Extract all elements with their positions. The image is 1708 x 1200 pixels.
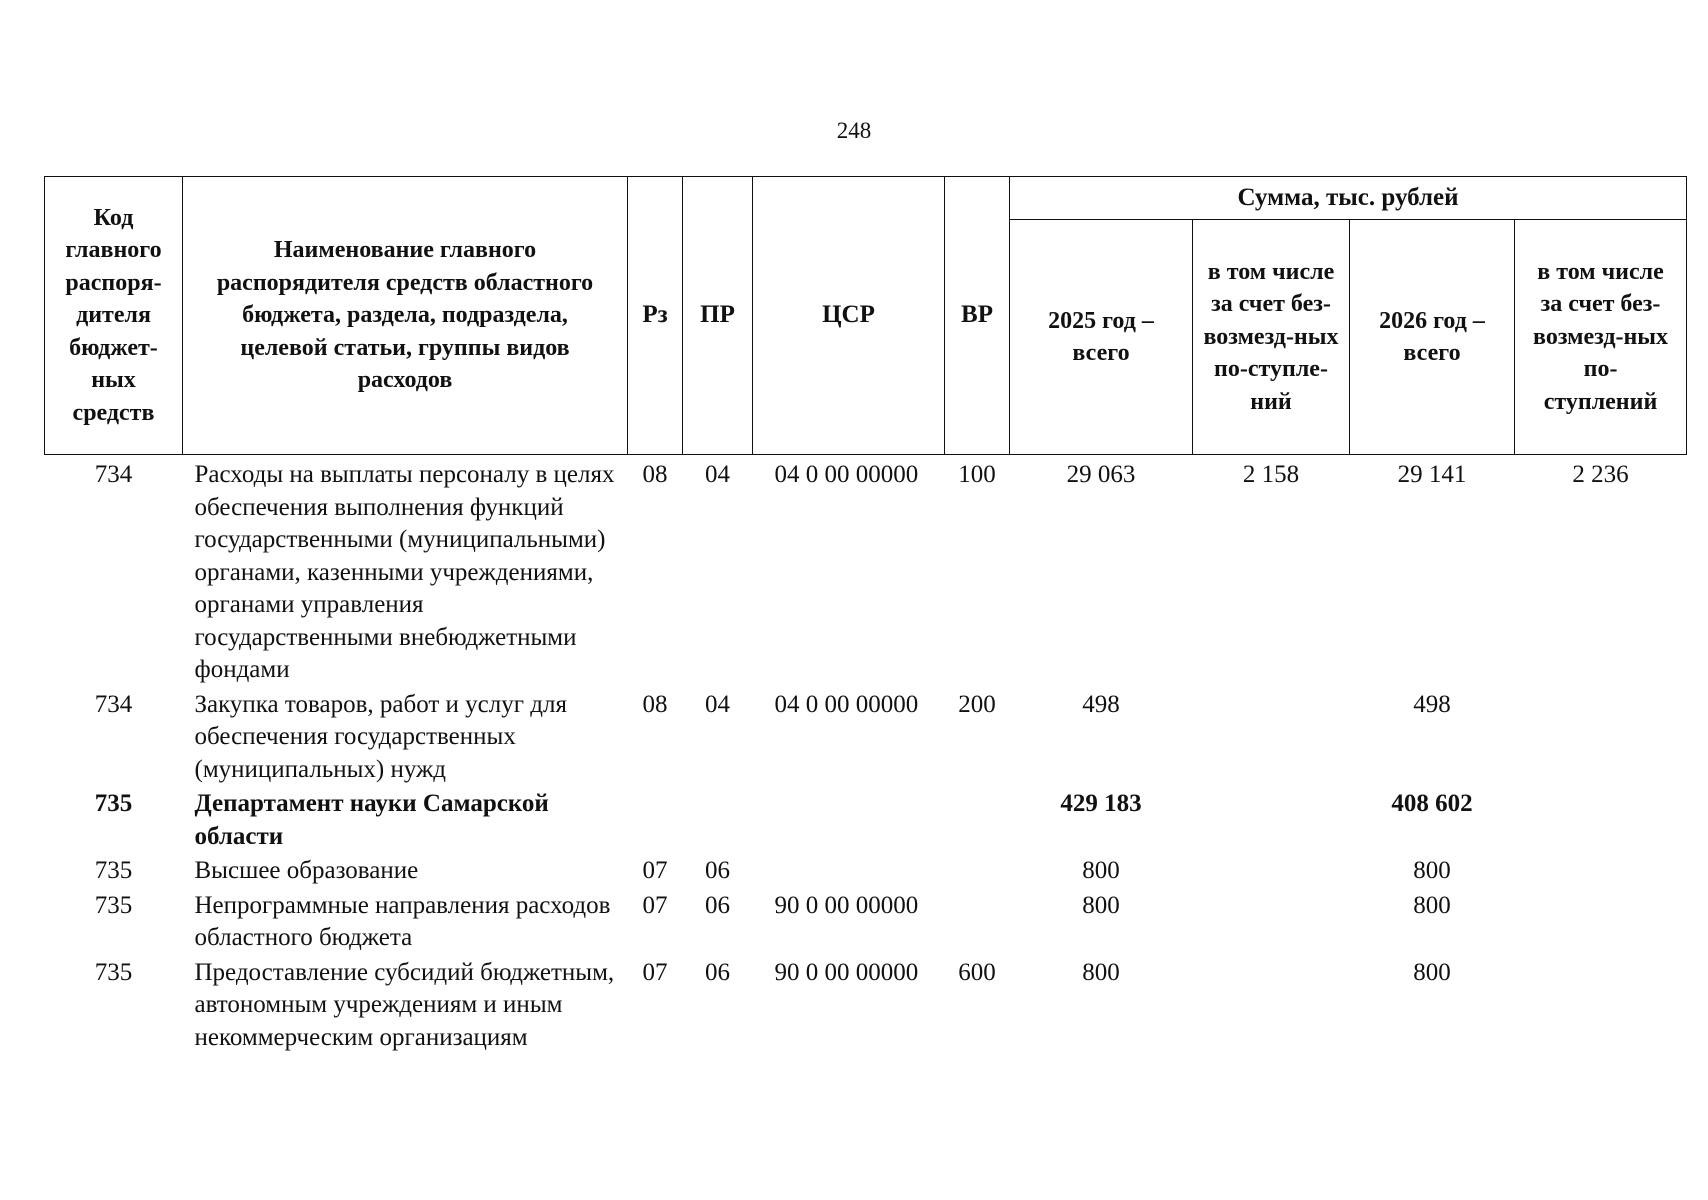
cell-2025-free	[1193, 687, 1350, 787]
cell-csr: 04 0 00 00000	[774, 461, 919, 488]
table-row	[45, 888, 1687, 955]
table-row	[45, 853, 1687, 888]
cell-2026-free	[1515, 888, 1687, 955]
cell-code: 734	[94, 461, 133, 488]
cell-2026-total: 498	[1413, 690, 1451, 718]
cell-2025-total: 498	[1082, 690, 1120, 718]
header-2025-total: 2025 год – всего	[1010, 220, 1193, 455]
cell-rz: 07	[642, 958, 668, 986]
table-body	[45, 455, 1687, 1055]
cell-code: 734	[94, 690, 133, 718]
cell-pr: 06	[705, 857, 730, 884]
cell-name: Высшее образование	[194, 857, 419, 884]
cell-code: 735	[94, 891, 133, 919]
cell-2025-free	[1193, 853, 1350, 888]
cell-2025-total: 800	[1082, 857, 1120, 884]
cell-2026-free	[1515, 786, 1687, 853]
cell-rz: 07	[642, 891, 668, 919]
cell-pr: 04	[705, 690, 730, 718]
cell-name: Закупка товаров, работ и услуг для обеспечения государственных (муниципальных) нужд	[194, 690, 567, 783]
cell-rz: 08	[642, 690, 668, 718]
cell-2025-total: 29 063	[1066, 461, 1136, 488]
table-row	[45, 687, 1687, 787]
cell-2026-free	[1515, 687, 1687, 787]
cell-pr	[683, 786, 753, 853]
header-code: Код главного распоря-дителя бюджет-ных средств	[45, 177, 183, 455]
page-number: 248	[836, 118, 872, 143]
cell-vr: 100	[958, 461, 996, 488]
cell-csr: 90 0 00 00000	[774, 958, 919, 986]
cell-2025-free	[1193, 786, 1350, 853]
cell-vr: 200	[958, 690, 996, 718]
cell-2025-free	[1193, 888, 1350, 955]
cell-2025-total: 429 183	[1060, 790, 1142, 817]
cell-2026-total: 29 141	[1397, 461, 1467, 488]
cell-2025-free: 2 158	[1242, 461, 1300, 488]
cell-2025-total: 800	[1082, 958, 1120, 986]
header-csr: ЦСР	[753, 177, 945, 455]
cell-2026-free	[1515, 955, 1687, 1055]
cell-code: 735	[94, 857, 133, 884]
cell-name: Расходы на выплаты персоналу в целях обеспечения выполнения функций государственными (муниципальными) органами, казенными учреждениями, органами управления государственными внебюджетными фондами	[194, 461, 615, 683]
cell-name: Предоставление субсидий бюджетным, автономным учреждениям и иным некоммерческим организациям	[194, 958, 615, 1051]
cell-rz: 08	[642, 461, 668, 488]
cell-vr: 600	[958, 958, 996, 986]
header-vr: ВР	[945, 177, 1010, 455]
cell-2025-free	[1193, 955, 1350, 1055]
table-row	[45, 955, 1687, 1055]
cell-2026-total: 800	[1413, 958, 1451, 986]
cell-pr: 06	[705, 958, 730, 986]
cell-2026-free: 2 236	[1572, 461, 1629, 488]
cell-rz	[628, 786, 683, 853]
cell-vr	[945, 853, 1010, 888]
header-2026-free: в том числе за счет без-возмезд-ных по-ступлений	[1515, 220, 1687, 455]
cell-2026-free	[1515, 853, 1687, 888]
cell-csr: 90 0 00 00000	[774, 891, 919, 919]
cell-pr: 06	[705, 891, 730, 919]
cell-2026-total: 800	[1413, 891, 1451, 919]
header-pr: ПР	[683, 177, 753, 455]
cell-vr	[945, 786, 1010, 853]
header-2025-free: в том числе за счет без-возмезд-ных по-ступле-ний	[1193, 220, 1350, 455]
cell-csr	[753, 786, 945, 853]
budget-table	[44, 176, 1687, 1054]
cell-2026-total: 800	[1413, 857, 1451, 884]
table-row	[45, 455, 1687, 687]
cell-name: Непрограммные направления расходов областного бюджета	[194, 891, 611, 951]
cell-vr	[945, 888, 1010, 955]
cell-csr	[753, 853, 945, 888]
table-row	[45, 786, 1687, 853]
cell-pr: 04	[705, 461, 730, 488]
cell-2025-total: 800	[1082, 891, 1120, 919]
cell-code: 735	[94, 790, 133, 817]
header-name: Наименование главного распорядителя средств областного бюджета, раздела, подраздела, целевой статьи, группы видов расходов	[183, 177, 628, 455]
cell-name: Департамент науки Самарской области	[194, 790, 549, 850]
cell-csr: 04 0 00 00000	[774, 690, 919, 718]
header-rz: Рз	[628, 177, 683, 455]
header-sum-group: Сумма, тыс. рублей	[1010, 177, 1687, 220]
header-2026-total: 2026 год – всего	[1350, 220, 1515, 455]
cell-2026-total: 408 602	[1391, 790, 1473, 817]
cell-rz: 07	[642, 857, 668, 884]
table-header	[45, 177, 1687, 455]
cell-code: 735	[94, 958, 133, 986]
